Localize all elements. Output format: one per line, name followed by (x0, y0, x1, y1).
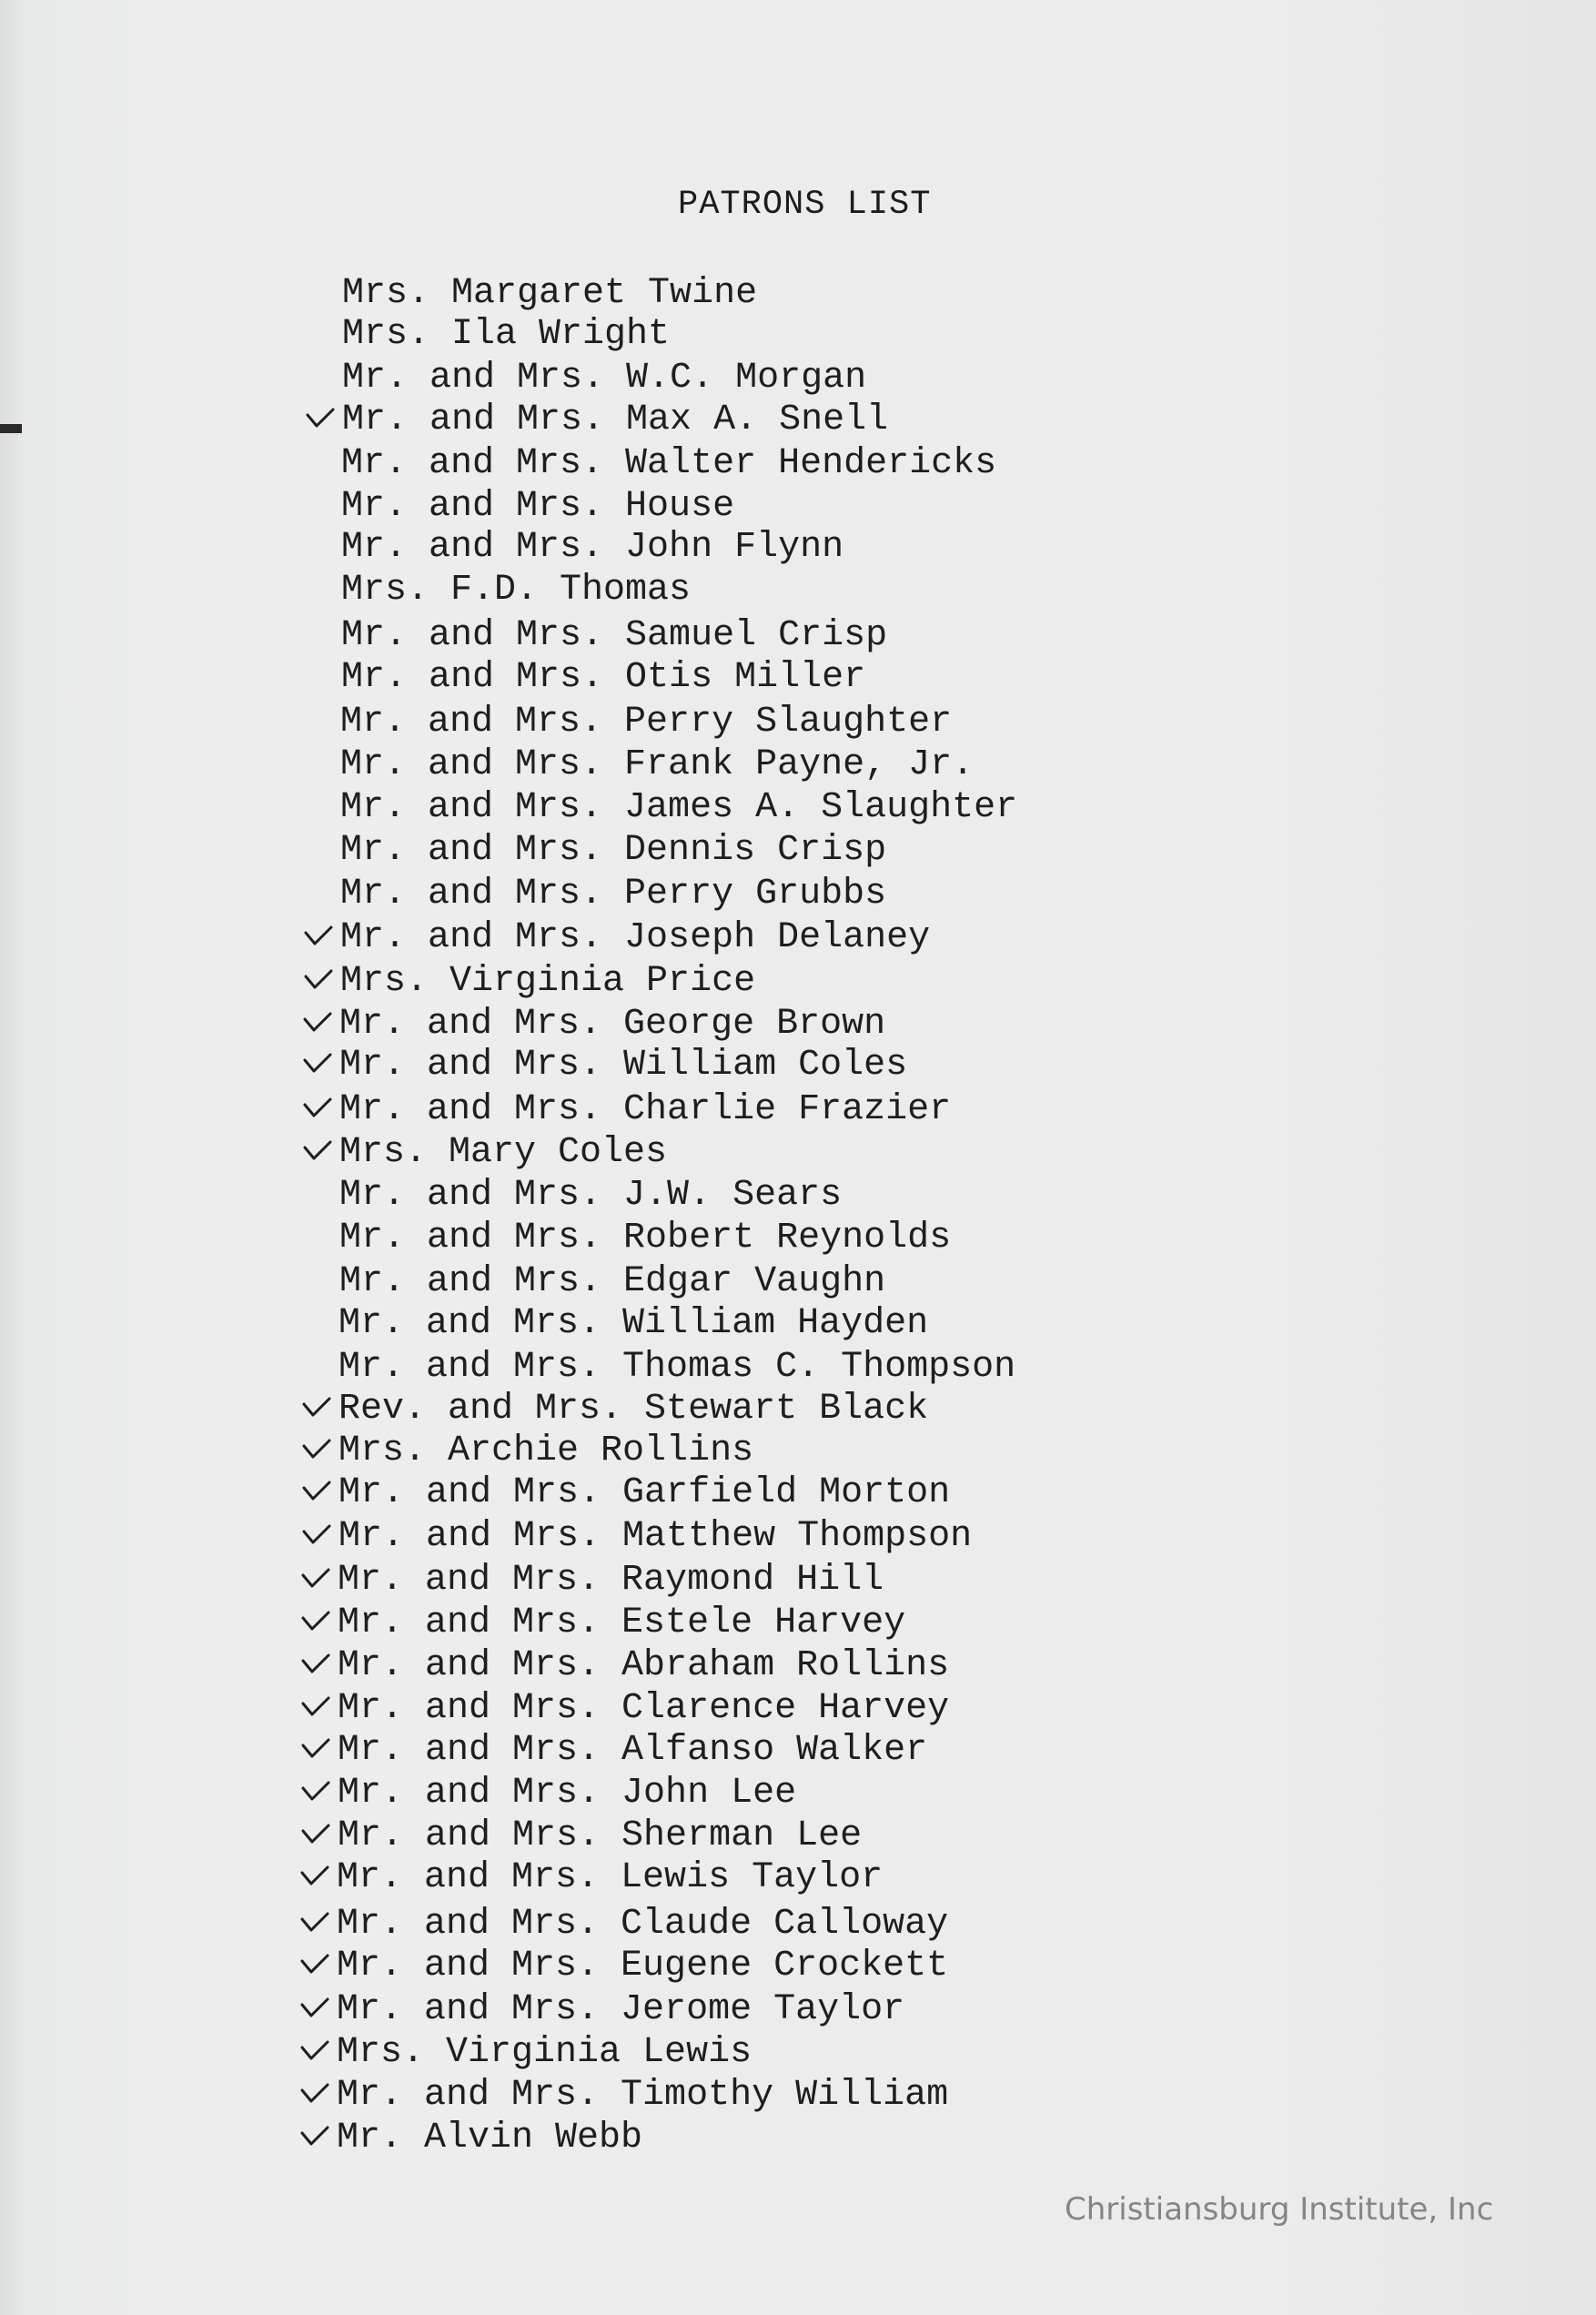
patron-name: Mrs. Virginia Lewis (337, 2032, 753, 2073)
patron-name: Mr. and Mrs. Jerome Taylor (337, 1989, 905, 2030)
patron-name: Mr. and Mrs. Timothy William (337, 2075, 949, 2116)
patron-name: Mr. and Mrs. Lewis Taylor (337, 1857, 884, 1898)
patron-name: Mr. and Mrs. Dennis Crisp (340, 830, 887, 871)
patron-name: Mr. and Mrs. Eugene Crockett (337, 1946, 949, 1986)
patron-name: Mr. and Mrs. Raymond Hill (338, 1560, 884, 1601)
patron-name: Mr. and Mrs. Max A. Snell (342, 399, 889, 440)
checkmark-icon (300, 920, 337, 956)
patron-name: Mr. and Mrs. Joseph Delaney (340, 917, 931, 958)
patron-name: Mr. and Mrs. Thomas C. Thompson (338, 1347, 1016, 1388)
patron-name: Mr. and Mrs. Charlie Frazier (339, 1089, 952, 1130)
checkmark-icon (298, 1691, 334, 1727)
checkmark-icon (298, 1733, 334, 1769)
checkmark-icon (299, 1092, 336, 1128)
patron-name: Mrs. Virginia Price (340, 961, 756, 1002)
checkmark-icon (298, 1433, 335, 1470)
patron-name: Mr. and Mrs. Frank Payne, Jr. (340, 744, 975, 785)
checkmark-icon (298, 1818, 334, 1855)
patron-name: Mr. and Mrs. Perry Grubbs (340, 874, 887, 915)
page-title: PATRONS LIST (678, 186, 932, 224)
patron-name: Mr. and Mrs. Otis Miller (341, 657, 866, 698)
patron-name: Mr. and Mrs. Claude Calloway (337, 1904, 949, 1945)
checkmark-icon (297, 2120, 333, 2157)
checkmark-icon (298, 1648, 334, 1684)
checkmark-icon (297, 1906, 333, 1943)
checkmark-icon (298, 1605, 334, 1642)
checkmark-icon (298, 1562, 334, 1599)
patron-name: Mrs. Archie Rollins (338, 1430, 754, 1471)
patron-name: Mr. and Mrs. George Brown (339, 1004, 886, 1045)
patron-name: Mr. and Mrs. House (341, 486, 735, 527)
patron-name: Mr. and Mrs. John Flynn (341, 527, 844, 568)
patron-name: Mr. and Mrs. Clarence Harvey (338, 1688, 950, 1729)
checkmark-icon (297, 1860, 333, 1896)
checkmark-icon (299, 1006, 336, 1043)
patron-name: Mr. and Mrs. William Hayden (338, 1303, 929, 1344)
patron-name: Mr. and Mrs. Alfanso Walker (338, 1730, 928, 1771)
checkmark-icon (297, 1948, 333, 1985)
checkmark-icon (297, 1992, 333, 2028)
patron-name: Mr. and Mrs. William Coles (339, 1045, 908, 1086)
checkmark-icon (298, 1475, 335, 1511)
patron-name: Mr. and Mrs. John Lee (338, 1773, 797, 1814)
patron-name: Mrs. F.D. Thomas (341, 570, 692, 611)
patron-name: Mr. and Mrs. Sherman Lee (338, 1815, 863, 1856)
patron-name: Mr. and Mrs. Abraham Rollins (338, 1645, 950, 1686)
checkmark-icon (302, 402, 338, 439)
patron-name: Mr. and Mrs. Robert Reynolds (339, 1218, 952, 1259)
checkmark-icon (299, 1135, 336, 1171)
watermark: Christiansburg Institute, Inc (1065, 2191, 1494, 2228)
checkmark-icon (298, 1519, 335, 1555)
checkmark-icon (299, 1047, 336, 1084)
patron-name: Mr. and Mrs. Perry Slaughter (340, 702, 953, 743)
patron-name: Mrs. Margaret Twine (342, 273, 758, 314)
patron-name: Mr. and Mrs. Estele Harvey (338, 1602, 906, 1643)
checkmark-icon (297, 2077, 333, 2114)
patron-name: Mr. and Mrs. Matthew Thompson (338, 1516, 973, 1557)
patron-name: Mr. and Mrs. Walter Hendericks (341, 443, 997, 484)
patron-name: Mr. and Mrs. J.W. Sears (339, 1175, 843, 1216)
checkmark-icon (300, 964, 337, 1000)
patron-name: Mr. and Mrs. W.C. Morgan (342, 358, 867, 399)
patron-name: Mr. and Mrs. Garfield Morton (338, 1472, 951, 1513)
checkmark-icon (298, 1775, 334, 1812)
patron-name: Mrs. Mary Coles (339, 1132, 668, 1173)
patron-name: Mr. Alvin Webb (337, 2118, 643, 2158)
patron-name: Mrs. Ila Wright (342, 314, 671, 355)
patron-name: Mr. and Mrs. Edgar Vaughn (339, 1261, 886, 1302)
patron-name: Mr. and Mrs. Samuel Crisp (341, 615, 888, 656)
patron-name: Rev. and Mrs. Stewart Black (338, 1389, 929, 1430)
checkmark-icon (297, 2035, 333, 2071)
patron-name: Mr. and Mrs. James A. Slaughter (340, 787, 1018, 828)
checkmark-icon (298, 1391, 335, 1428)
